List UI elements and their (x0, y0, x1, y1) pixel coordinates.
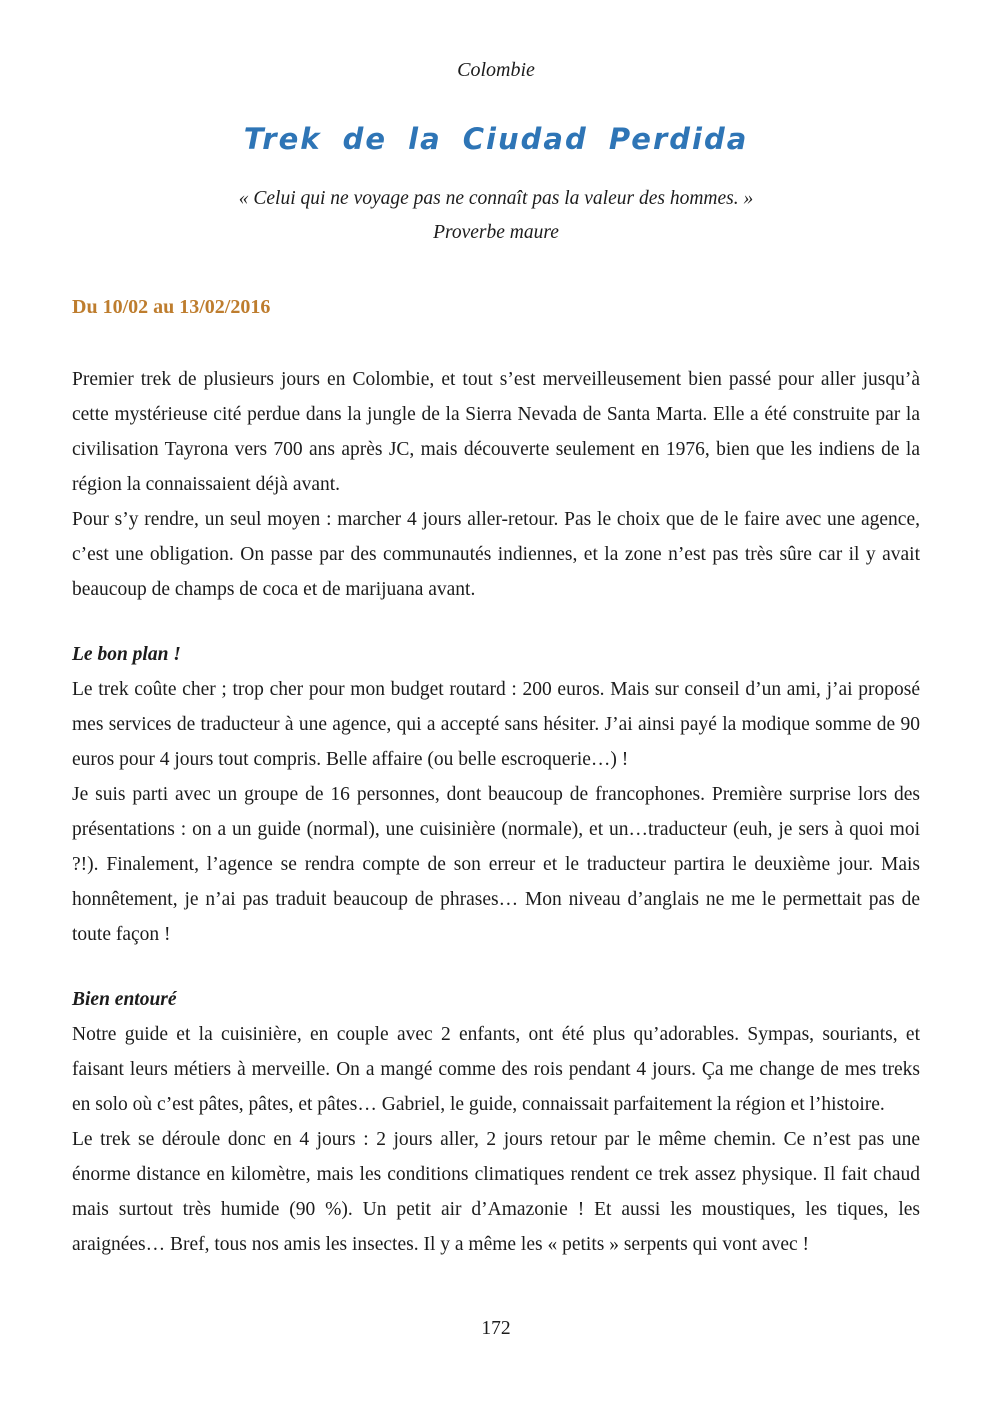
paragraph-bon-plan-1: Le trek coûte cher ; trop cher pour mon budget routard : 200 euros. Mais sur conseil d’un ami, j’ai proposé mes services de traducteur à une agence, qui a accepté sans hésiter. J’ai ainsi payé la modique somme de 90 euros pour 4 jours tout compris. Belle affaire (ou belle escroquerie…) ! (72, 679, 920, 770)
paragraph-intro-1: Premier trek de plusieurs jours en Colombie, et tout s’est merveilleusement bien passé pour aller jusqu’à cette mystérieuse cité perdue dans la jungle de la Sierra Nevada de Santa Marta. Elle a été construite par la civilisation Tayrona vers 700 ans après JC, mais découverte seulement en 1976, bien que les indiens de la région la connaissaient déjà avant. (72, 369, 920, 495)
date-heading: Du 10/02 au 13/02/2016 (72, 296, 271, 318)
epigraph-quote: « Celui qui ne voyage pas ne connaît pas la valeur des hommes. » (238, 188, 754, 209)
paragraph-bon-plan-2: Je suis parti avec un groupe de 16 personnes, dont beaucoup de francophones. Première surprise lors des présentations : on a un guide (normal), une cuisinière (normale), et un…traducteur (euh, je sers à quoi moi ?!). Finalement, l’agence se rendra compte de son erreur et le traducteur partira le deuxième jour. Mais honnêtement, je n’ai pas traduit beaucoup de phrases… Mon niveau d’anglais ne me le permettait pas de toute façon ! (72, 784, 920, 945)
document-body (72, 362, 920, 1262)
running-header: Colombie (457, 59, 535, 81)
page-number: 172 (481, 1318, 511, 1339)
page-title: Trek de la Ciudad Perdida (243, 122, 749, 156)
paragraph-bien-entoure-2: Le trek se déroule donc en 4 jours : 2 jours aller, 2 jours retour par le même chemin. Ce n’est pas une énorme distance en kilomètre, mais les conditions climatiques rendent ce trek assez physique. Il fait chaud mais surtout très humide (90 %). Un petit air d’Amazonie ! Et aussi les moustiques, les tiques, les araignées… Bref, tous nos amis les insectes. Il y a même les « petits » serpents qui vont avec ! (72, 1129, 920, 1255)
paragraph-bien-entoure-1: Notre guide et la cuisinière, en couple avec 2 enfants, ont été plus qu’adorables. Sympas, souriants, et faisant leurs métiers à merveille. On a mangé comme des rois pendant 4 jours. Ça me change de mes treks en solo où c’est pâtes, pâtes, et pâtes… Gabriel, le guide, connaissait parfaitement la région et l’histoire. (72, 1024, 920, 1115)
subheading-bien-entoure: Bien entouré (72, 989, 177, 1010)
epigraph-attribution: Proverbe maure (433, 222, 559, 243)
paragraph-intro-2: Pour s’y rendre, un seul moyen : marcher 4 jours aller-retour. Pas le choix que de le faire avec une agence, c’est une obligation. On passe par des communautés indiennes, et la zone n’est pas très sûre car il y avait beaucoup de champs de coca et de marijuana avant. (72, 509, 920, 600)
subheading-le-bon-plan: Le bon plan ! (72, 644, 181, 665)
